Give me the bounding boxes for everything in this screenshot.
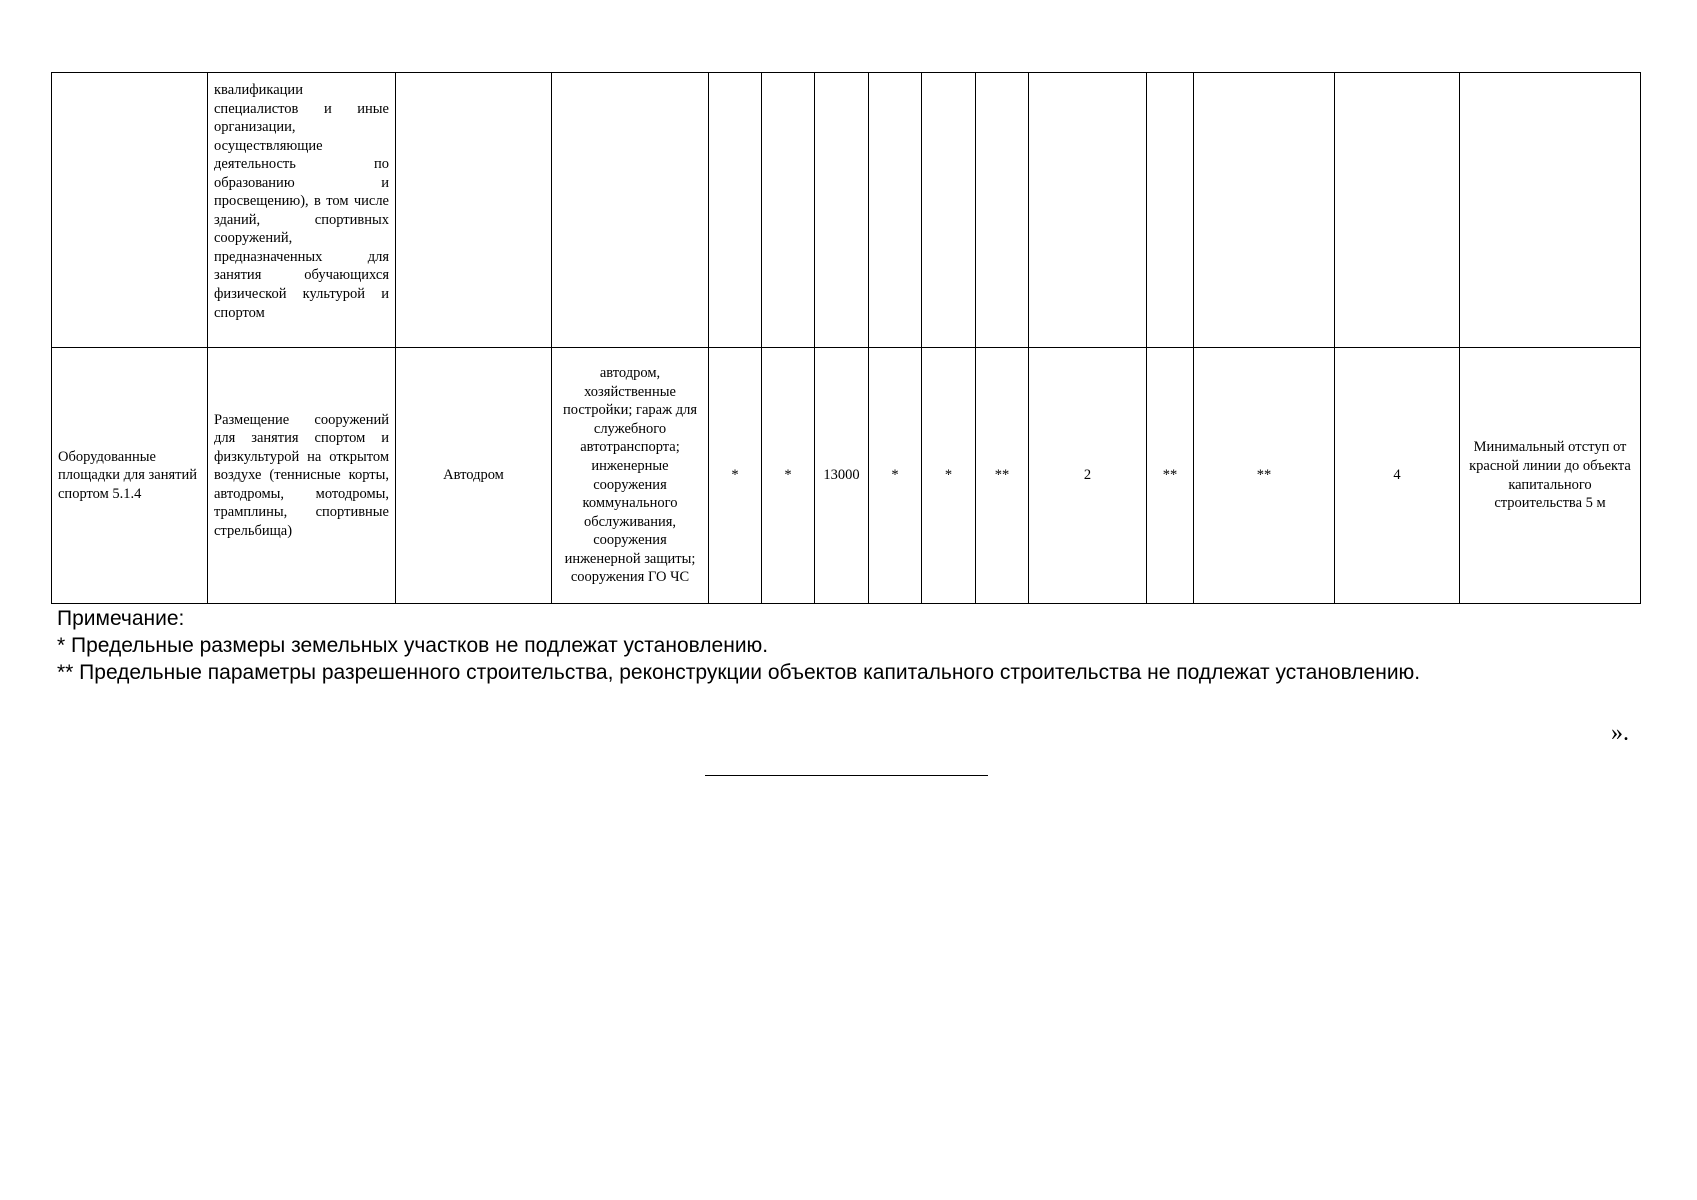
footnotes-heading: Примечание: [57,607,185,630]
cell-c11: 2 [1029,348,1147,604]
footnote-double-star: ** Предельные параметры разрешенного строительства, реконструкции объектов капитального строительства не подлежат установлению. [57,661,1421,684]
cell-c9 [922,73,976,348]
cell-c13: ** [1194,348,1335,604]
cell-c5 [709,73,762,348]
cell-c8 [869,73,922,348]
cell-notes: Минимальный отступ от красной линии до объекта капитального строительства 5 м [1460,348,1641,604]
cell-c7: 13000 [815,348,869,604]
footnote-single-star: * Предельные размеры земельных участков не подлежат установлению. [57,634,769,657]
cell-c9: * [922,348,976,604]
footnotes [57,605,1420,686]
cell-c14 [1335,73,1460,348]
cell-c8: * [869,348,922,604]
cell-description: квалификации специалистов и иные организации, осуществляющие деятельность по образованию и просвещению), в том числе зданий, спортивных сооружений, предназначенных для занятия обучающихся физической культурой и спортом [208,73,396,348]
cell-name [52,73,208,348]
cell-auxiliary-use: автодром, хозяйственные постройки; гараж для служебного автотранспорта; инженерные сооружения коммунального обслуживания, сооружения инженерной защиты; сооружения ГО ЧС [552,348,709,604]
cell-c13 [1194,73,1335,348]
cell-description: Размещение сооружений для занятия спортом и физкультурой на открытом воздухе (теннисные корты, автодромы, мотодромы, трамплины, спортивные стрельбища) [208,348,396,604]
table-row [52,348,1641,604]
cell-c10 [976,73,1029,348]
divider-line [705,775,988,776]
cell-c12 [1147,73,1194,348]
cell-c7 [815,73,869,348]
cell-c10: ** [976,348,1029,604]
land-use-table [51,72,1641,604]
cell-main-use [396,73,552,348]
cell-main-use: Автодром [396,348,552,604]
closing-quote-mark: ». [1611,720,1629,746]
cell-c12: ** [1147,348,1194,604]
cell-c5: * [709,348,762,604]
cell-c6: * [762,348,815,604]
cell-name: Оборудованные площадки для занятий спортом 5.1.4 [52,348,208,604]
cell-auxiliary-use [552,73,709,348]
cell-c14: 4 [1335,348,1460,604]
table-row [52,73,1641,348]
cell-notes [1460,73,1641,348]
cell-c11 [1029,73,1147,348]
cell-c6 [762,73,815,348]
